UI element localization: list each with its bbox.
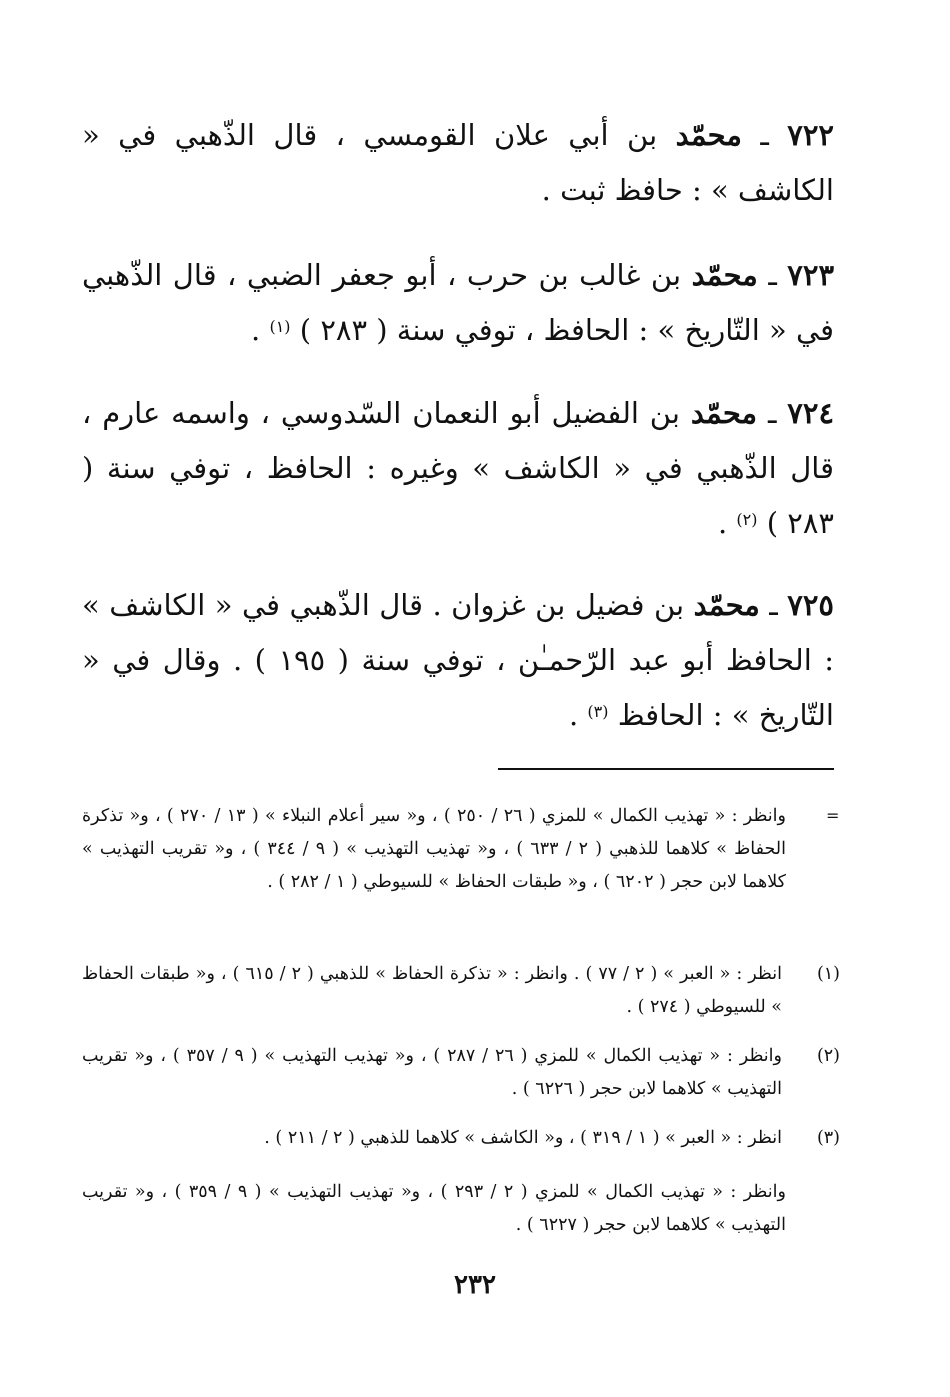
entry-text: بن غالب بن حرب ، أبو جعفر الضبي ، قال الذّهبي في « التّاريخ » : الحافظ ، توفي سنة ( ٢٨٣ ) — [82, 258, 834, 347]
footnote-text: وانظر : « تهذيب الكمال » للمزي ( ٢٦ / ٢٨٧ ) ، و« تهذيب التهذيب » ( ٩ / ٣٥٧ ) ، و« تقريب التهذيب » كلاهما لابن حجر ( ٦٢٢٦ ) . — [82, 1046, 782, 1099]
entry-text: بن الفضيل أبو النعمان السّدوسي ، واسمه عارم ، قال الذّهبي في « الكاشف » وغيره : الحافظ ، توفي سنة ( ٢٨٣ ) — [82, 396, 834, 540]
entry-end: . — [251, 313, 261, 347]
entry-text: بن أبي علان القومسي ، قال الذّهبي في « الكاشف » : حافظ ثبت . — [82, 118, 834, 207]
page-number: ٢٣٢ — [454, 1270, 496, 1300]
entry-end: . — [568, 698, 579, 732]
entry-name: محمّد — [693, 588, 760, 622]
footnote-text: انظر : « العبر » ( ١ / ٣١٩ ) ، و« الكاشف » كلاهما للذهبي ( ٢ / ٢١١ ) . — [264, 1128, 782, 1148]
entry-723 — [82, 248, 834, 358]
entry-number: ٧٢٣ — [787, 258, 835, 292]
entry-dash: ـ — [760, 118, 769, 152]
entry-dash: ـ — [769, 588, 778, 622]
footnote-ref: (١) — [269, 317, 291, 336]
entry-name: محمّد — [691, 258, 758, 292]
entry-number: ٧٢٢ — [787, 118, 834, 152]
continuation-mark: = — [826, 806, 840, 825]
footnote-ref: (٢) — [736, 510, 758, 529]
footnote-3 — [82, 1122, 840, 1155]
footnote-marker: (١) — [816, 964, 840, 984]
footnote-ref: (٣) — [587, 702, 609, 721]
entry-text: بن فضيل بن غزوان . قال الذّهبي في « الكاشف » : الحافظ أبو عبد الرّحمـٰن ، توفي سنة ( ١٩٥ ) . وقال في « التّاريخ » : الحافظ — [82, 588, 834, 732]
entry-dash: ـ — [767, 396, 777, 430]
footnote-text: انظر : « العبر » ( ٢ / ٧٧ ) . وانظر : « تذكرة الحفاظ » للذهبي ( ٢ / ٦١٥ ) ، و« طبقات الحفاظ » للسيوطي ( ٢٧٤ ) . — [82, 964, 782, 1017]
entry-name: محمّد — [690, 396, 758, 430]
entry-number: ٧٢٥ — [787, 588, 834, 622]
entry-dash: ـ — [768, 258, 777, 292]
footnote-1 — [82, 958, 840, 1024]
entry-725 — [82, 578, 834, 743]
footnote-marker: (٢) — [816, 1046, 840, 1066]
footnote-2 — [82, 1040, 840, 1106]
entry-end: . — [717, 506, 728, 540]
footnote-marker: (٣) — [816, 1128, 840, 1148]
entry-number: ٧٢٤ — [787, 396, 835, 430]
footnote-continued — [82, 800, 840, 899]
footnote-3-continued — [82, 1176, 840, 1242]
footnote-text: وانظر : « تهذيب الكمال » للمزي ( ٢ / ٢٩٣ ) ، و« تهذيب التهذيب » ( ٩ / ٣٥٩ ) ، و« تقريب التهذيب » كلاهما لابن حجر ( ٦٢٢٧ ) . — [82, 1182, 786, 1235]
entry-722 — [82, 108, 834, 218]
footnote-text: وانظر : « تهذيب الكمال » للمزي ( ٢٦ / ٢٥٠ ) ، و« سير أعلام النبلاء » ( ١٣ / ٢٧٠ ) ، و« تذكرة الحفاظ » كلاهما للذهبي ( ٢ / ٦٣٣ ) ، و« تهذيب التهذيب » ( ٩ / ٣٤٤ ) ، و« تقريب التهذيب » كلاهما لابن حجر ( ٦٢٠٢ ) ، و« طبقات الحفاظ » للسيوطي ( ١ / ٢٨٢ ) . — [82, 806, 786, 892]
entry-name: محمّد — [675, 118, 742, 152]
entry-724 — [82, 386, 834, 551]
footnote-separator — [498, 768, 834, 770]
